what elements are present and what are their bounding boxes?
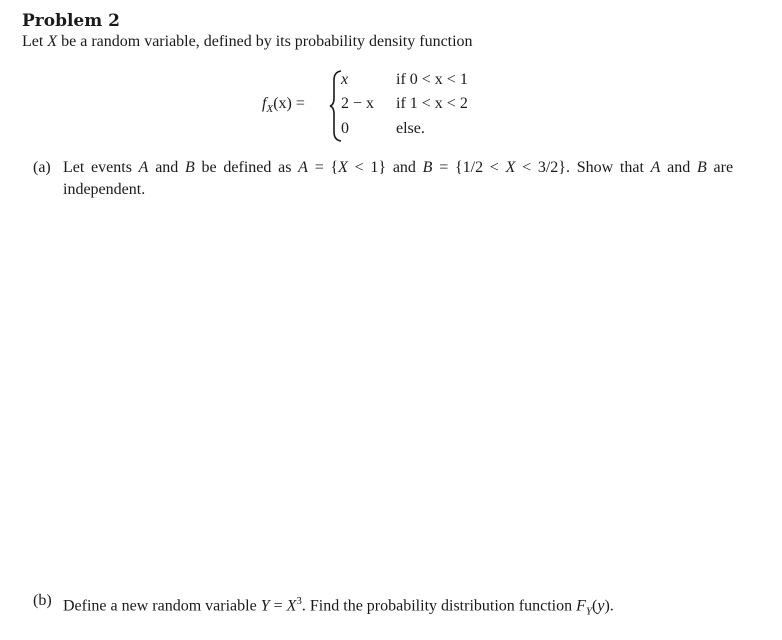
part-b-label: (b) [33,592,52,609]
pdf-lhs [262,95,305,115]
case-condition: else. [396,120,425,137]
case-condition: if 0 < x < 1 [396,71,468,88]
case-expression: 2 − x [341,95,375,112]
part-a-text: Let events A and B be defined as A = {X < 1} and B = {1/2 < X < 3/2}. Show that A and B are independent. [63,159,734,198]
pdf-function-symbol: f [262,95,267,112]
pdf-argument: (x) = [273,95,305,112]
pdf-subscript: X [266,103,274,116]
part-b [33,590,753,623]
part-a [33,157,733,201]
intro-text-end: be a random variable, defined by its probability density function [57,33,473,50]
case-expression: x [341,71,349,88]
intro-text-start: Let [22,33,48,50]
intro-variable: X [47,33,58,50]
part-b-text: Define a new random variable $Y = X^3$. Find the probability distribution function $F_Y(y)$. [63,595,614,618]
case-condition: if 1 < x < 2 [396,95,468,112]
part-a-label: (a) [33,159,51,176]
case-expression: 0 [341,120,349,137]
pdf-definition [262,70,502,144]
problem-title: Problem 2 [22,11,120,31]
problem-intro [22,33,473,51]
